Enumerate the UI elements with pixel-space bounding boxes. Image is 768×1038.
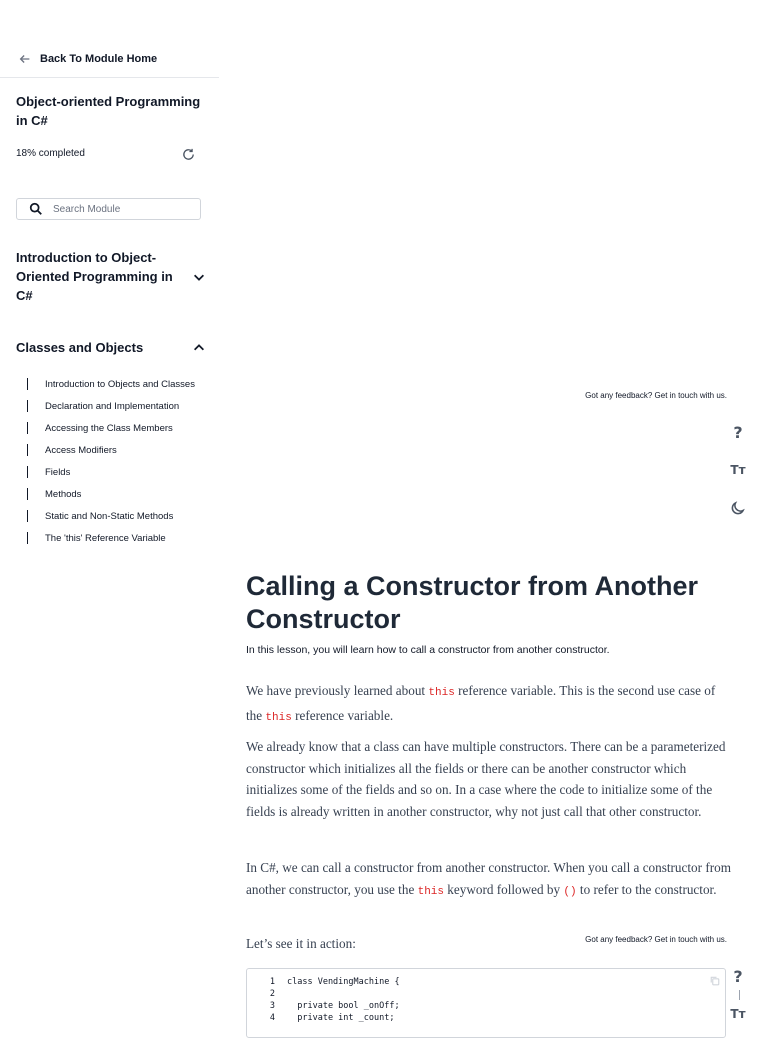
back-link-label: Back To Module Home <box>40 53 158 65</box>
help-icon[interactable]: ? <box>733 422 743 442</box>
lesson-item[interactable]: Static and Non-Static Methods <box>27 505 195 527</box>
text: reference variable. <box>291 707 394 723</box>
module-sidebar <box>0 0 219 545</box>
code-line <box>247 1013 394 1025</box>
font-size-icon[interactable]: Tт <box>730 463 746 477</box>
code-block[interactable] <box>246 968 726 1038</box>
code-text: private bool _onOff; <box>287 1001 400 1011</box>
section-classes-and-objects-label: Classes and Objects <box>16 340 144 355</box>
section-intro-oop[interactable] <box>16 248 206 305</box>
line-number: 2 <box>269 989 275 999</box>
code-line <box>247 977 400 989</box>
moon-icon[interactable] <box>729 499 747 517</box>
section-intro-oop-label: Introduction to Object-Oriented Programming in C# <box>16 250 173 303</box>
line-number: 4 <box>269 1013 275 1023</box>
lesson-list <box>27 373 195 549</box>
chevron-up-icon[interactable] <box>192 341 206 355</box>
back-to-module-home-link[interactable] <box>18 52 157 66</box>
search-module-input[interactable] <box>51 203 195 216</box>
inline-code: this <box>265 711 292 724</box>
font-size-icon[interactable]: Tт <box>730 1007 746 1021</box>
section-classes-and-objects[interactable] <box>16 338 206 357</box>
lesson-item[interactable]: Accessing the Class Members <box>27 417 195 439</box>
text: In C#, we can call a constructor from another constructor. When you call a constructor from another constructor, you use the <box>246 860 731 897</box>
code-line <box>247 1001 400 1013</box>
text: to refer to the constructor. <box>576 881 717 897</box>
search-module-box[interactable] <box>16 198 201 220</box>
progress-text: 18% completed <box>16 148 85 159</box>
inline-code: this <box>417 885 444 898</box>
feedback-link[interactable]: Got any feedback? Get in touch with us. <box>585 935 727 944</box>
paragraph-multiple-constructors: We already know that a class can have multiple constructors. There can be a parameterized constructor which initializes all the fields or there can be another constructor which initializes some of the fields and so on. In a case where the code to initialize some of the fields is already written in another constructor, why not just call that other constructor. <box>246 739 726 819</box>
line-number: 1 <box>269 977 275 987</box>
line-number: 3 <box>269 1001 275 1011</box>
search-icon <box>29 202 43 216</box>
inline-code: this <box>428 687 455 699</box>
lesson-title: Calling a Constructor from Another Constructor <box>246 571 699 634</box>
feedback-link[interactable]: Got any feedback? Get in touch with us. <box>585 391 727 400</box>
lesson-item[interactable]: Declaration and Implementation <box>27 395 195 417</box>
lesson-item[interactable]: Introduction to Objects and Classes <box>27 373 195 395</box>
code-line <box>247 989 287 1001</box>
lesson-item[interactable]: Access Modifiers <box>27 439 195 461</box>
paragraph-calling-constructor <box>246 857 734 903</box>
code-text: class VendingMachine { <box>287 977 400 987</box>
lesson-item[interactable]: Methods <box>27 483 195 505</box>
help-icon[interactable]: ? <box>733 966 743 986</box>
lesson-item[interactable]: Fields <box>27 461 195 483</box>
inline-code: () <box>563 885 577 898</box>
refresh-icon[interactable] <box>181 147 196 162</box>
toolbar-divider <box>739 990 740 1000</box>
paragraph-see-in-action: Let’s see it in action: <box>246 936 356 951</box>
chevron-down-icon[interactable] <box>192 270 206 284</box>
text: We have previously learned about <box>246 683 429 698</box>
text: reference variable. This is the second use case of the <box>246 683 716 723</box>
copy-icon[interactable] <box>709 975 721 987</box>
lesson-item[interactable]: The 'this' Reference Variable <box>27 527 195 549</box>
text: keyword followed by <box>444 881 564 897</box>
lesson-subtitle: In this lesson, you will learn how to call a constructor from another constructor. <box>246 644 610 656</box>
module-title: Object-oriented Programming in C# <box>16 94 201 128</box>
code-text: private int _count; <box>287 1013 395 1023</box>
arrow-left-icon <box>18 52 32 66</box>
paragraph-this-reference <box>246 680 734 729</box>
sidebar-divider <box>0 77 219 78</box>
